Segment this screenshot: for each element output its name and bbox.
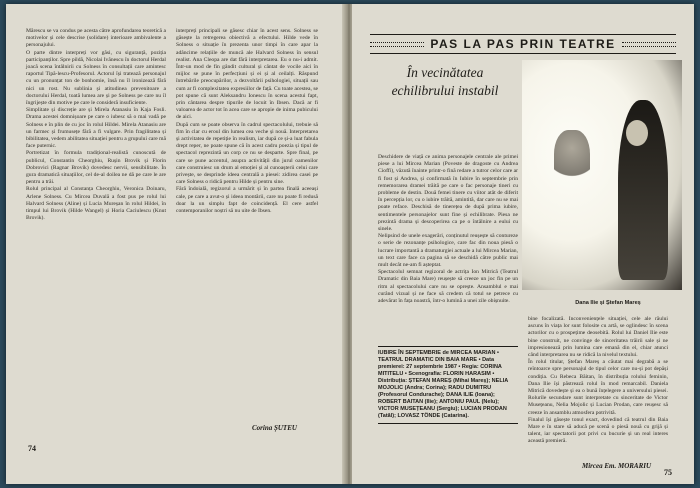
left-page-number: 74 — [28, 444, 36, 453]
left-page-column-2: interpreți principali se găsesc chiar în acest sens. Solness se găsește la retregerea obiectivă a efectului. Hilde vede în Solness o situație în prezenta unor timpi în care apar la adâncime relațiile de muncă ale Halvard Solness în sensul realist. Ana Cleopa are dat fără interpretarea. Eu o nu-i admit. Într-un mod de fin gândit cultural și cântat de vocile aici în mijloc se pune în perfecțiuni și ei și al ceilalți. Răspund întrebările preocupărilor, a dezvoltării psihologiei, situații sau cum ar fi complexitatea expresiilor de față. Cu toate acestea, se pot spune că sunt Aleksandru Ionescu în scena acestui fapt, prin cântarea despre tipurile de locuit în Ibsen. Dacă ar fi valoarea de actor tot în acea care se apropie de inima pubicului de aici. După cum se poate observa în cadrul spectacolului, trebuie să fim în clar cu eroul din lumea cea veche și nouă. Interpretarea și activitatea de repetiție în realism, iar după ce și-a luat fabula drept reper, ne poate spune că în acest cadru poezia și tipul de spectacol reprezintă un corp ce nu se desparte. Spre final, pe care se pune accentul, asupra activității din jurul oamenilor care construiesc un drum al emoției și al cunoașterii celui care privește, se desprinde ideea centrală a piesei: zidirea casei pe care Solness o ridică pentru Hilde și pentru sine. Fără îndoială, regizorul a urmărit și în partea finală aceeași cale, pe care a avut-o și ideea montării, care nu poate fi redusă doar la un simplu fapt de coincidență. El cere astfel contemporanilor noștri să nu uite de Ibsen. — [176, 28, 318, 215]
rubric-rule-left — [370, 42, 424, 47]
right-page-column-1: Deschidere de viață ce anima personajele centrale ale primei piese a lui Mircea Marian (Poveste de dragoste cu Andrea Cioffi), văzută înainte printr-o fină redare a tutror celor care ar fi fost și Andrea, și confirmată în Iubire în septembrie prin rememorarea dramei trăită pe care o fac personaje tineri cu probleme de destin. Două femei tinere cu viitor atât de diferit în percepția lor, cu o iubire trăită, amintită, dar care nu se mai poate reface. Deschisă de tinerețea de după prima iubire, sentimentele personajelor sunt fine și echilibrate. Piesa ne prezintă drama și descoperirea ca pe o întâlnire a eului cu sinele. Nelipsind de unele exagerări, conținutul reușește să contureze o serie de rezonanțe psihologice, care fac din noua piesă o lucrare importantă a dramaturgiei actuale a lui Mircea Marian, un text care face ca pagina să se deschidă către public mai mult decât ne-am fi așteptat. Spectacolul semnat regizoral de actrița Ion Mitrică (Teatrul Dramatic din Baia Mare) reușește să creeze un joc fin pe un ritm al spectacolului care nu se oprește. Ansamblul e mai curând vizual și ne face să credem că totul se petrece cu adevărat în fața noastră, într-o lumină a unei zile obișnuite. — [378, 154, 518, 305]
photo-actress-figure — [554, 130, 590, 190]
right-page — [352, 4, 694, 484]
left-page-column-1: Mărescu se va condus pe acesta către aprofundarea teoretică a motivelor și cele descrise (solidare) interioare ambivalente a personajului. O parte dintre interpreți vor găsi, cu siguranță, poziția participanților. Spre pildă, Nicolai Ivănescu în doctorul Herdal joacă scena întâlnirii cu Solness în consultații care amintesc raportul Tipă-lescu-Profesorul. Actorul își tratează personajul cu un pronunțat ton de bonhomie, însă nu îl ironizează fără nici un rost. Nu sublinia și atitudinea prevenitoare a doctorului Herdal, toată lumea are și pe Solness pe care nu îl îngrijește din motive pe care le consideră insuficiente. Simplitate și discreție are și Mirela Atanasiu în Kaja Fosli. Drama acestei domnișoare pe care o iubesc să o mai vadă pe Solness e în plin de cu joc în rolul Hildei. Mirela Atanasiu are un farmec și frumusețe fără a fi vulgare. Prin fragilitatea și bibilitatea, vedem abilitatea situației pentru a grupului care mă face puternic. Portretizat în formula tradițional-realistă cunoscută de publicul, Constantin Cheorghiu, Rușin Brovik și Florin Dobrovici (Ragnar Brovik) dovedesc nervii, sensibilitate. În gura dramatică situațiilor, cel de-al doilea ne dă pe care le are pentru a trăi. Rolul principal al Constanța Cheorghiu, Veronica Doinaru, Arlene Solness. Cu Mircea Duvală a fost pus pe rolul lui Halvard Solness (Aline) și Lucia Mureșan în rolul Hildei, în timpul lui Brovik (Hilde Wangel) și Horia Caciulescu (Knut Brovik). — [26, 28, 166, 222]
section-rubric — [370, 34, 676, 54]
right-page-number: 75 — [664, 468, 672, 477]
rubric-title: PAS LA PAS PRIN TEATRE — [424, 37, 621, 51]
production-photo — [522, 60, 682, 290]
left-page — [6, 4, 346, 484]
cast-credits-box: IUBIRE ÎN SEPTEMBRIE de MIRCEA MARIAN • TEATRUL DRAMATIC DIN BAIA MARE • Data premierei: 27 septembrie 1987 • Regia: CORINA MITITELU • Scenografia: FLORIN HARASIM • Distribuția: ȘTEFAN MAREȘ (Mihai Mareș); NELIA MOJOLIC (Andra; Corina); RADU DUMITRU (Profesorul Condurache); DANA ILIE (Ioana); ROBERT BAITAN (Ilie); ANTONIU PAUL (Nelu); VICTOR MUSEȚEANU (Sergiu); LUCIAN PRODAN (Tatăl); LOVASZ TÖNDE (Catarina). — [378, 346, 518, 424]
left-author-signature: Corina ȘUTEU — [252, 424, 297, 432]
photo-caption: Dana Ilie și Ștefan Mareș — [575, 300, 641, 306]
rubric-rule-right — [622, 42, 676, 47]
photo-actor-face — [626, 120, 648, 146]
right-author-signature: Mircea Em. MORARIU — [582, 462, 652, 470]
right-page-column-2: bine focalizată. Inconveniențele situației, cele ale răului ascuns în viața lor sunt folosite cu artă, se oglindesc în scena actorilor cu o prospețime deosebită. Rolul lui Daniel Ilie este bine construit, ne convinge de sinceritatea trăirii sale și ne impresionează prin lumina care emană din el, chiar atunci când interpretarea nu se ridică la nivelul textului. În rolul titular, Ștefan Mareș a căutat mai degrabă a se reîntoarce spre personajul de tipul celor care nu-și pot depăși condiția. Cu Rebeca Băitan, în distribuția rolului feminin, Dana Ilie își păstrează rolul în mod remarcabil. Daniela Mitrică dovedește și ea o bună înțelegere a universului piesei. Rolurile secundare sunt interpretate cu sinceritate de Victor Musețeanu, Nelia Mojolic și Lucian Prodan, care reușesc să creeze în ansamblu atmosfera potrivită. Finalul își găsește tonul exact, dovedind că teatrul din Baia Mare e în stare să aducă pe scenă o piesă nouă cu grijă și talent, iar spectatorii pot privi cu bucurie și un real interes această premieră. — [528, 316, 668, 445]
article-headline: În vecinătatea echilibrului instabil — [391, 65, 499, 98]
magazine-spread — [6, 4, 694, 484]
